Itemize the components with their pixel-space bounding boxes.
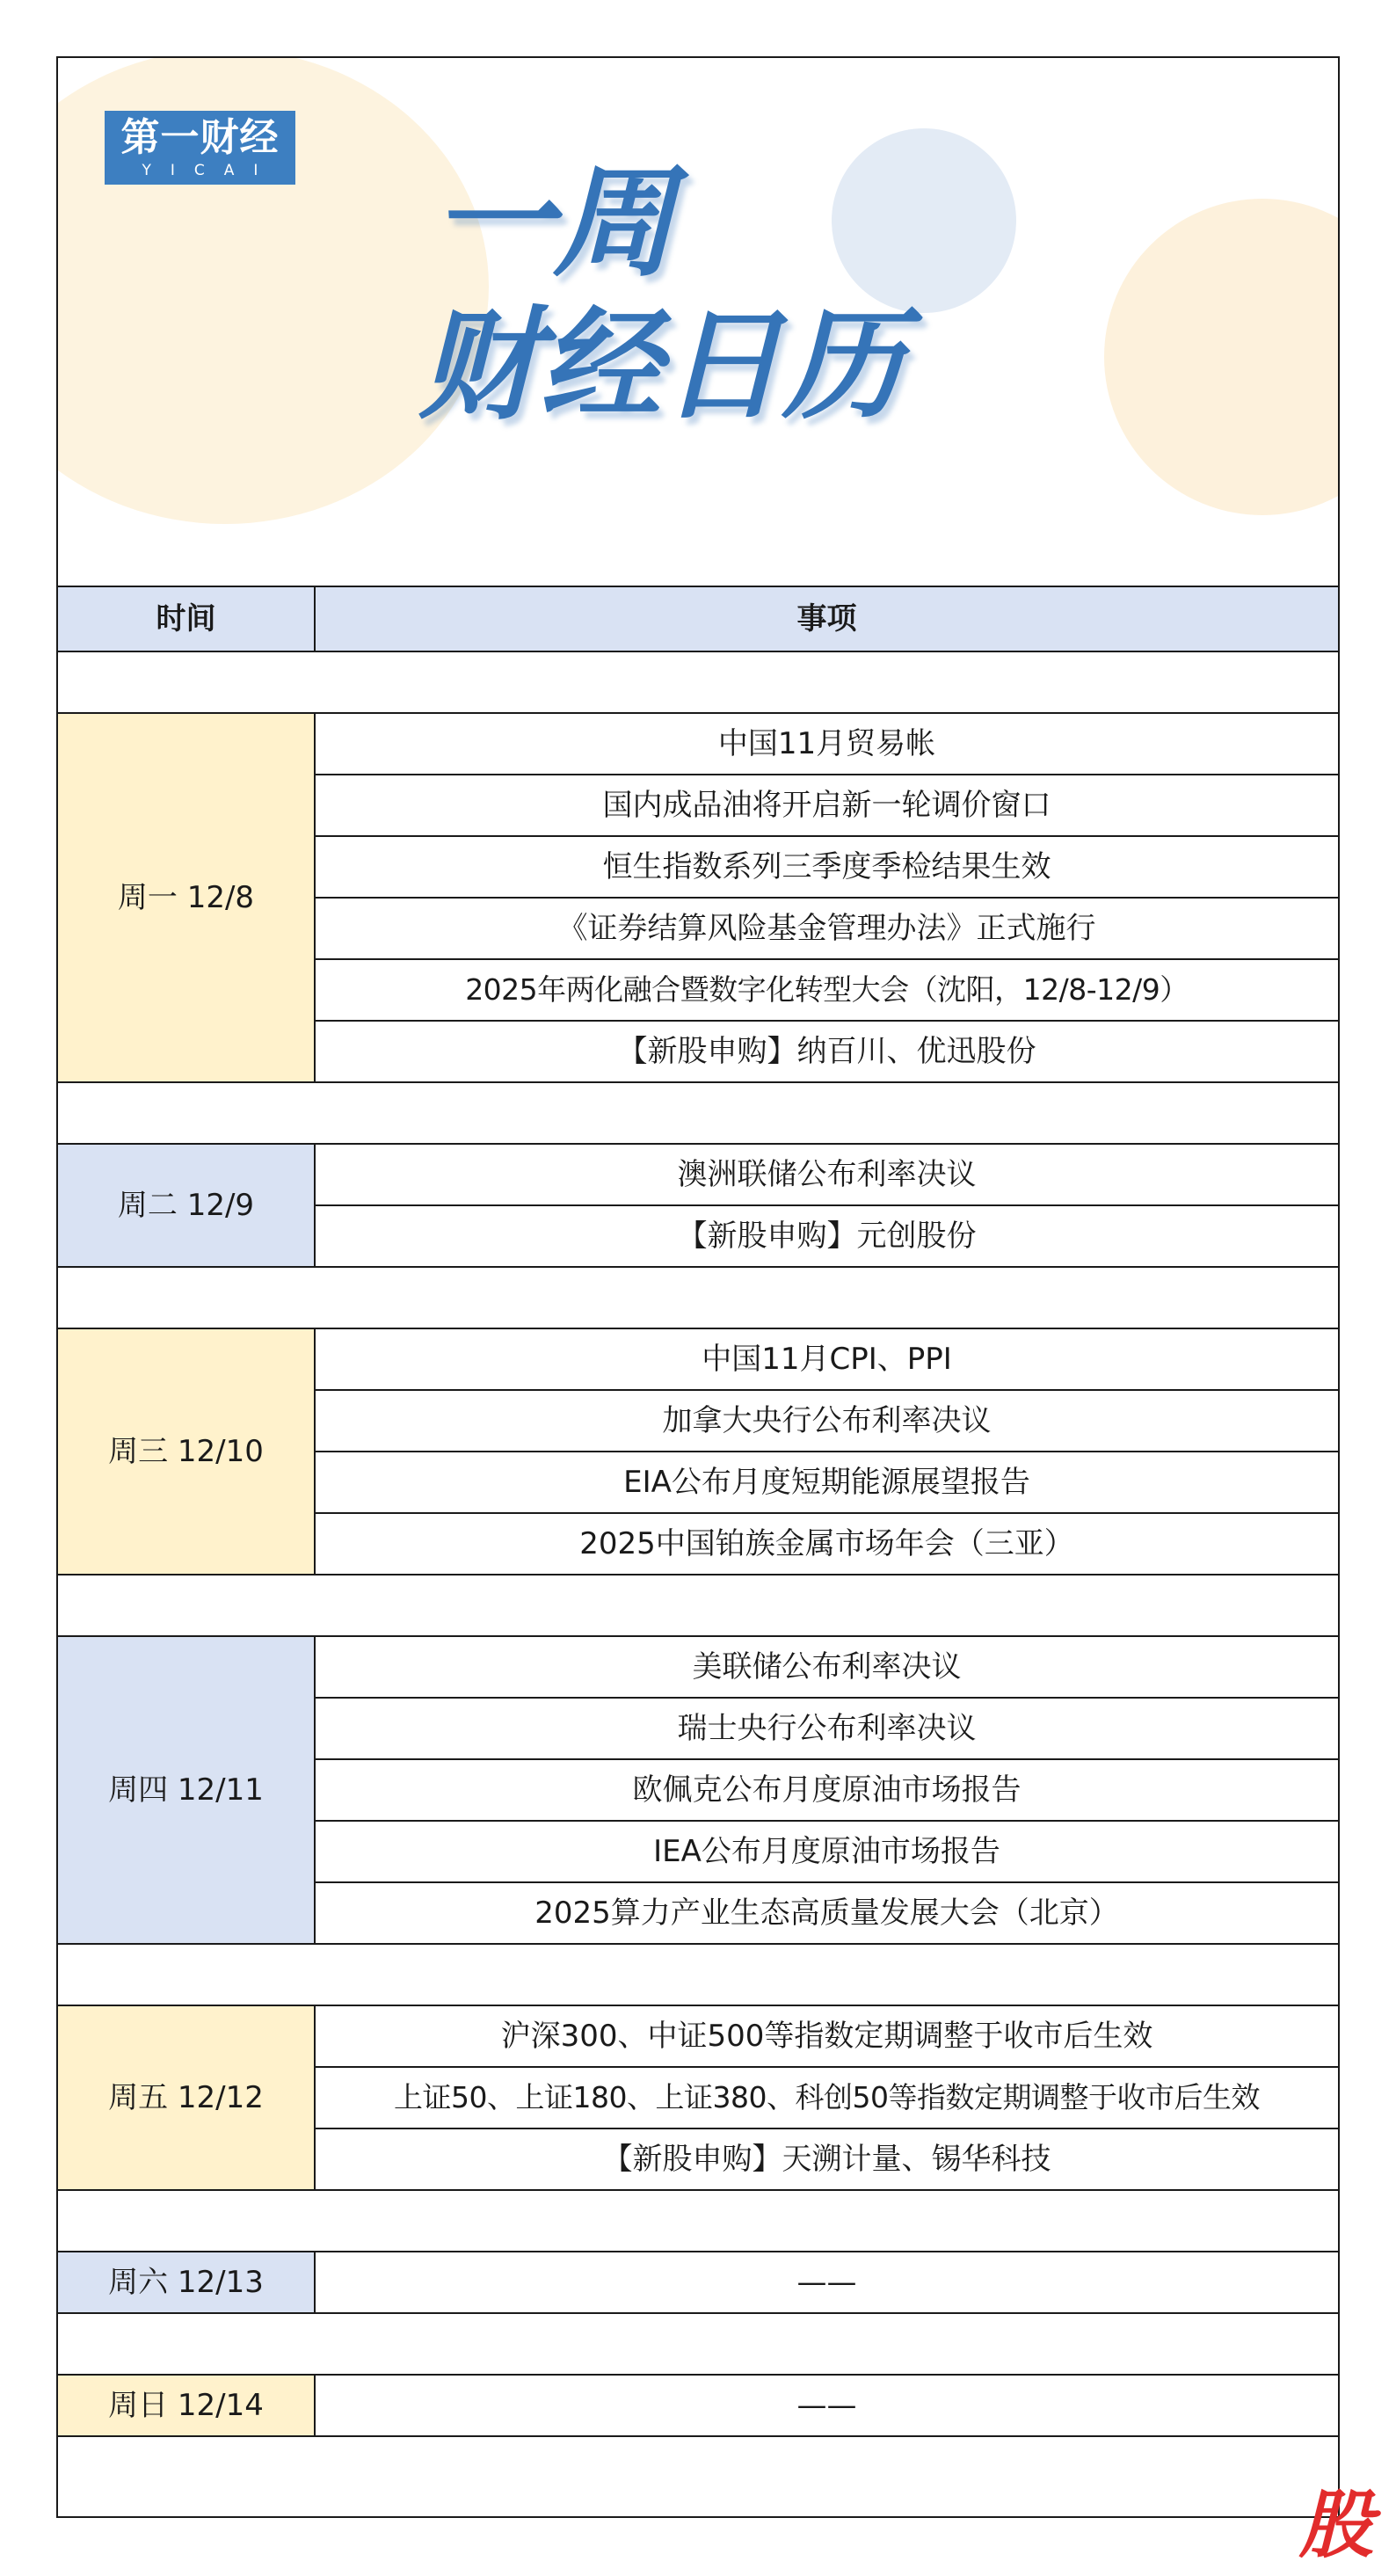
table-header-row bbox=[58, 586, 1338, 651]
event-cell: 瑞士央行公布利率决议 bbox=[315, 1698, 1338, 1759]
table-row bbox=[58, 2252, 1338, 2313]
event-cell: —— bbox=[315, 2252, 1338, 2313]
event-cell: 加拿大央行公布利率决议 bbox=[315, 1390, 1338, 1452]
calendar-body bbox=[58, 651, 1338, 2436]
day-cell: 周六 12/13 bbox=[58, 2252, 315, 2313]
spacer-cell bbox=[58, 1575, 1338, 1636]
calendar-frame bbox=[56, 56, 1340, 2518]
day-cell: 周五 12/12 bbox=[58, 2005, 315, 2190]
spacer-row bbox=[58, 1575, 1338, 1636]
event-cell: 【新股申购】天溯计量、锡华科技 bbox=[315, 2128, 1338, 2190]
day-cell: 周二 12/9 bbox=[58, 1144, 315, 1267]
page-title-line-2: 财经日历 bbox=[418, 295, 905, 436]
spacer-row bbox=[58, 2190, 1338, 2252]
spacer-cell bbox=[58, 1267, 1338, 1328]
table-row bbox=[58, 2005, 1338, 2067]
event-cell: 【新股申购】元创股份 bbox=[315, 1205, 1338, 1267]
spacer-cell bbox=[58, 1944, 1338, 2005]
event-cell: 中国11月CPI、PPI bbox=[315, 1328, 1338, 1390]
spacer-row bbox=[58, 651, 1338, 713]
event-cell: 《证券结算风险基金管理办法》正式施行 bbox=[315, 898, 1338, 959]
event-cell: 2025年两化融合暨数字化转型大会（沈阳，12/8-12/9） bbox=[315, 959, 1338, 1021]
table-row bbox=[58, 1328, 1338, 1390]
calendar-table bbox=[58, 586, 1338, 2437]
event-cell: 上证50、上证180、上证380、科创50等指数定期调整于收市后生效 bbox=[315, 2067, 1338, 2128]
event-cell: 中国11月贸易帐 bbox=[315, 713, 1338, 775]
event-cell: 欧佩克公布月度原油市场报告 bbox=[315, 1759, 1338, 1821]
page-title-line-1: 一周 bbox=[432, 152, 675, 294]
table-row bbox=[58, 1636, 1338, 1698]
event-cell: 澳洲联储公布利率决议 bbox=[315, 1144, 1338, 1205]
spacer-cell bbox=[58, 1082, 1338, 1144]
spacer-row bbox=[58, 1944, 1338, 2005]
corner-watermark: 股 bbox=[1298, 2482, 1373, 2568]
event-cell: 【新股申购】纳百川、优迅股份 bbox=[315, 1021, 1338, 1082]
event-cell: IEA公布月度原油市场报告 bbox=[315, 1821, 1338, 1882]
header-event: 事项 bbox=[315, 586, 1338, 651]
day-cell: 周一 12/8 bbox=[58, 713, 315, 1082]
spacer-cell bbox=[58, 2313, 1338, 2375]
spacer-row bbox=[58, 2313, 1338, 2375]
event-cell: 美联储公布利率决议 bbox=[315, 1636, 1338, 1698]
logo-main-text: 第一财经 bbox=[120, 115, 280, 160]
day-cell: 周四 12/11 bbox=[58, 1636, 315, 1944]
event-cell: EIA公布月度短期能源展望报告 bbox=[315, 1452, 1338, 1513]
decor-circle-right bbox=[1104, 199, 1338, 515]
spacer-row bbox=[58, 1082, 1338, 1144]
day-cell: 周三 12/10 bbox=[58, 1328, 315, 1575]
event-cell: 沪深300、中证500等指数定期调整于收市后生效 bbox=[315, 2005, 1338, 2067]
spacer-cell bbox=[58, 651, 1338, 713]
event-cell: —— bbox=[315, 2375, 1338, 2436]
table-row bbox=[58, 1144, 1338, 1205]
event-cell: 恒生指数系列三季度季检结果生效 bbox=[315, 836, 1338, 898]
header-time: 时间 bbox=[58, 586, 315, 651]
spacer-cell bbox=[58, 2190, 1338, 2252]
logo-sub-text: YICAI bbox=[142, 162, 278, 179]
yicai-logo bbox=[105, 111, 295, 185]
event-cell: 2025算力产业生态高质量发展大会（北京） bbox=[315, 1882, 1338, 1944]
decor-circle-middle bbox=[832, 128, 1016, 313]
event-cell: 国内成品油将开启新一轮调价窗口 bbox=[315, 775, 1338, 836]
header-banner bbox=[58, 58, 1338, 586]
table-row bbox=[58, 2375, 1338, 2436]
spacer-row bbox=[58, 1267, 1338, 1328]
table-row bbox=[58, 713, 1338, 775]
day-cell: 周日 12/14 bbox=[58, 2375, 315, 2436]
event-cell: 2025中国铂族金属市场年会（三亚） bbox=[315, 1513, 1338, 1575]
